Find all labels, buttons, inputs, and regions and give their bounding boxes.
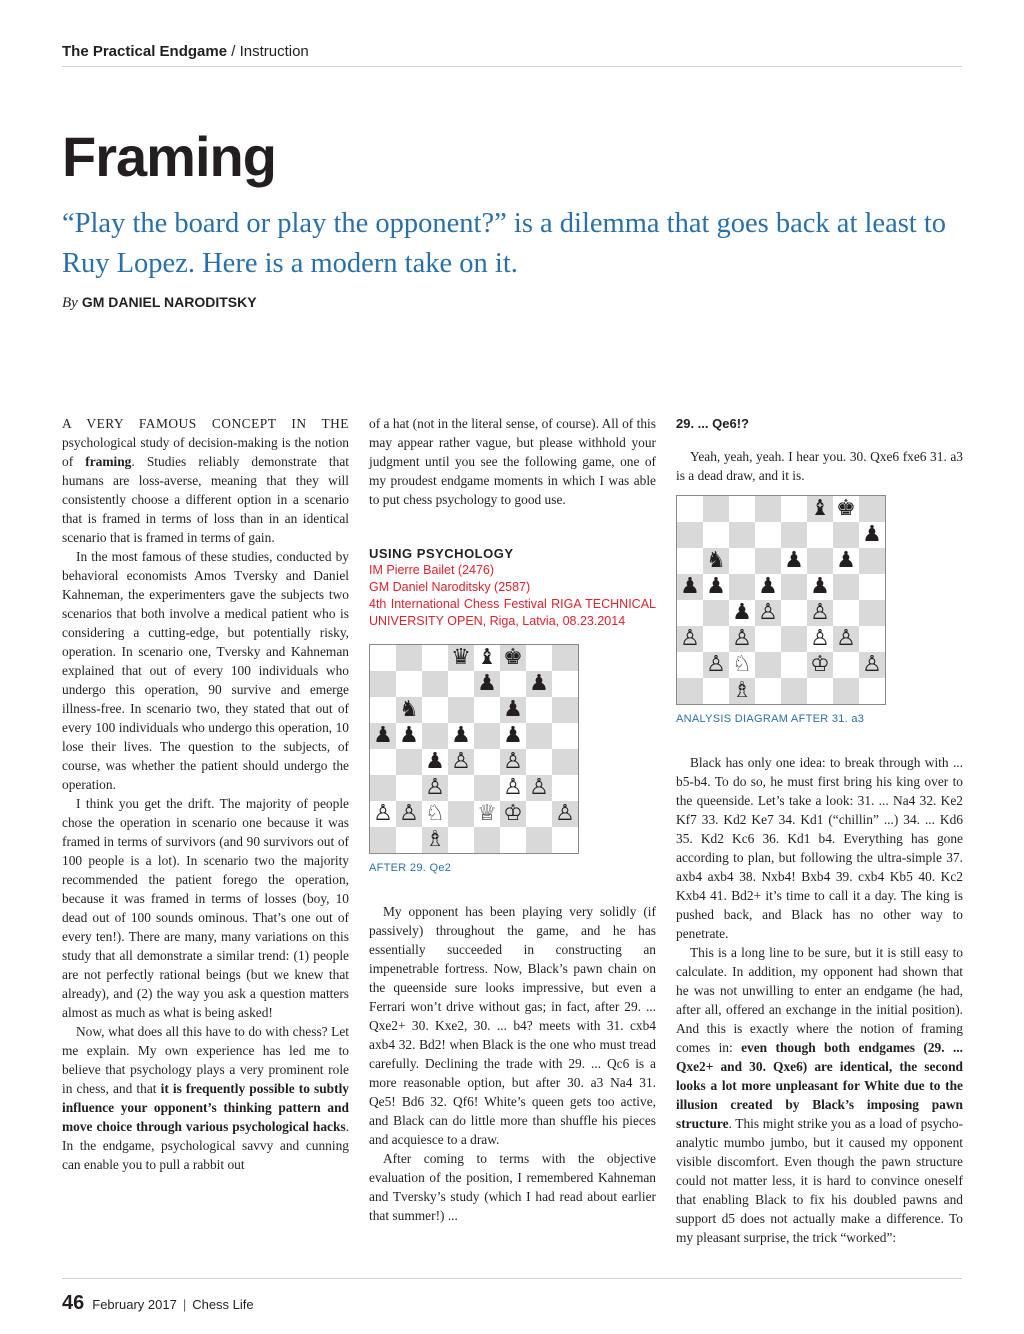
chess-square [729, 522, 755, 548]
chess-square [781, 496, 807, 522]
paragraph: of a hat (not in the literal sense, of course). All of this may appear rather vague, but please withhold your judgment until you see the following game, one of my proudest endgame moments in which I was able to put chess psychology to good use. [369, 416, 656, 507]
chess-square [448, 801, 474, 827]
byline [62, 294, 257, 312]
chess-piece-square: ♚ [833, 496, 859, 522]
header-rule [62, 66, 962, 67]
text-column-3 [676, 414, 963, 1247]
chess-piece-square: ♙ [448, 749, 474, 775]
chess-square [729, 496, 755, 522]
chess-square [526, 697, 552, 723]
chess-square [859, 626, 885, 652]
chess-piece-square: ♙ [500, 775, 526, 801]
chess-square [781, 652, 807, 678]
chess-piece-square: ♟ [500, 697, 526, 723]
chess-square [859, 496, 885, 522]
chess-square [703, 522, 729, 548]
chess-square [370, 671, 396, 697]
chess-piece-square: ♟ [422, 749, 448, 775]
chess-square [781, 678, 807, 704]
page-footer [62, 1292, 254, 1315]
bold-text: framing [85, 454, 132, 469]
chess-piece-square: ♟ [500, 723, 526, 749]
bold-text: even though both endgames (29. ... Qxe2+ and 30. Qxe6) are identical, the second looks a lot more unpleasant for White due to the illusion created by Black’s imposing pawn structure [676, 1040, 963, 1131]
chess-square [526, 645, 552, 671]
paragraph: I think you get the drift. The majority of people chose the operation in scenario one because it was framed in terms of survivors (and 90 survivors out of 100 people is a lot). In scenario two the majority recommended the patient forego the operation, because it was framed in terms of losses (boy, 10 dead out of 100 sounds ominous. That’s one out of every ten!). There are many, many variations on this study that all demonstrate a similar trend: (1) people are not perfectly rational beings (but we knew that already), and (2) the way you ask a question matters almost as much as what is being asked! [62, 796, 349, 1020]
chess-piece-square: ♘ [729, 652, 755, 678]
paragraph [62, 414, 349, 547]
chess-piece-square: ♙ [677, 626, 703, 652]
chess-piece-square: ♙ [807, 600, 833, 626]
chess-piece-square: ♙ [370, 801, 396, 827]
chess-piece-square: ♙ [833, 626, 859, 652]
chess-piece-square: ♝ [807, 496, 833, 522]
chess-piece-square: ♕ [474, 801, 500, 827]
chess-square [677, 522, 703, 548]
chess-piece-square: ♙ [807, 626, 833, 652]
chess-square [526, 723, 552, 749]
chess-square [781, 522, 807, 548]
chess-square [859, 548, 885, 574]
chess-square [677, 652, 703, 678]
chess-square [755, 626, 781, 652]
chess-piece-square: ♙ [703, 652, 729, 678]
page-number: 46 [62, 1292, 85, 1314]
text-run: . In the endgame, psychological savvy and cunning can enable you to pull a rabbit out [62, 1119, 349, 1172]
chess-square [526, 749, 552, 775]
header-subsection: Instruction [239, 43, 309, 60]
game-white-player: IM Pierre Bailet (2476) [369, 563, 495, 577]
chess-piece-square: ♗ [422, 827, 448, 853]
chess-piece-square: ♟ [859, 522, 885, 548]
chess-square [729, 574, 755, 600]
chess-piece-square: ♟ [833, 548, 859, 574]
chess-square [859, 600, 885, 626]
text-run: Now, what does all this have to do with chess? Let me explain. My own experience has led me to believe that psychology plays a very prominent role in chess, and that [62, 1024, 349, 1096]
chess-piece-square: ♙ [552, 801, 578, 827]
chess-square [370, 645, 396, 671]
chess-square [859, 678, 885, 704]
chess-square [448, 697, 474, 723]
chess-piece-square: ♘ [422, 801, 448, 827]
chess-square [677, 496, 703, 522]
diagram-caption-2: ANALYSIS DIAGRAM AFTER 31. a3 [676, 713, 865, 725]
chess-square [833, 678, 859, 704]
byline-author: GM DANIEL NARODITSKY [81, 294, 257, 310]
paragraph: My opponent has been playing very solidly (if passively) throughout the game, and he has essentially succeeded in constructing an impenetrable fortress. Now, Black’s pawn chain on the queenside sure looks impressive, but even a Ferrari won’t drive without gas; in fact, after 29. ... Qxe2+ 30. Kxe2, 30. ... b4? meets with 31. cxb4 axb4 32. Bd2! when Black is the one who must tread carefully. Declining the trade with 29. ... Qc6 is a more reasonable option, but after 30. a3 Na4 31. Qe5! Bd6 32. Qf6! White’s queen gets too active, and Black can do little more than shuffle his pieces and acquiesce to a draw. [369, 904, 656, 1147]
chess-square [703, 626, 729, 652]
chess-piece-square: ♙ [755, 600, 781, 626]
chess-square [755, 652, 781, 678]
chess-diagram-2 [676, 495, 886, 705]
chess-piece-square: ♛ [448, 645, 474, 671]
chess-square [422, 645, 448, 671]
chess-square [396, 827, 422, 853]
chess-piece-square: ♙ [859, 652, 885, 678]
chess-square [474, 775, 500, 801]
chess-piece-square: ♙ [500, 749, 526, 775]
chess-piece-square: ♟ [370, 723, 396, 749]
paragraph: Black has only one idea: to break through with ... b5-b4. To do so, he must first bring his king over to the queenside. Let’s take a look: 31. ... Na4 32. Ke2 Kf7 33. Kd2 Ke7 34. Kd1 (“chillin” ...) 34. ... Kd6 35. Kd2 Kc6 36. Kd1 b4. Everything has gone according to plan, but following the ultra-simple 37. axb4 axb4 38. Nxb4! Bxb4 39. cxb4 Kb5 40. Kc2 Kxb4 41. Bd2+ it’s time to call it a day. The king is pushed back, and Black has no other way to penetrate. [676, 755, 963, 941]
chess-square [500, 827, 526, 853]
bold-text: it is frequently possible to subtly influence your opponent’s thinking pattern and move choice through various psychological hacks [62, 1081, 349, 1134]
chess-square [807, 548, 833, 574]
chess-square [755, 678, 781, 704]
chess-square [422, 671, 448, 697]
chess-square [370, 827, 396, 853]
chess-square [396, 671, 422, 697]
chess-diagram-1 [369, 644, 579, 854]
text-run: . This might strike you as a load of psycho-analytic mumbo jumbo, but it caused my opponent visible discomfort. Even though the pawn structure could not matter less, it is hard to convince oneself that enabling Black to fix his doubled pawns and support d5 does not actually make a difference. To my pleasant surprise, the trick “worked”: [676, 1116, 963, 1245]
chess-square [448, 827, 474, 853]
chess-square [703, 496, 729, 522]
paragraph [62, 1022, 349, 1174]
chess-square [703, 678, 729, 704]
running-header [62, 43, 962, 60]
text-run: psychological study of decision-making is the notion of [62, 435, 349, 469]
chess-square [500, 671, 526, 697]
footer-separator: | [182, 1297, 187, 1312]
diagram-caption-1: AFTER 29. Qe2 [369, 862, 452, 874]
chess-square [552, 723, 578, 749]
chess-square [370, 775, 396, 801]
chess-square [552, 749, 578, 775]
chess-square [781, 600, 807, 626]
chess-square [552, 697, 578, 723]
paragraph: After coming to terms with the objective evaluation of the position, I remembered Kahneman and Tversky’s study (which I had read about earlier that summer!) ... [369, 1151, 656, 1223]
chess-square [833, 600, 859, 626]
header-section: The Practical Endgame [62, 43, 228, 60]
text-run: This is a long line to be sure, but it is still easy to calculate. In addition, my opponent had shown that he was not unwilling to enter an endgame (he had, after all, offered an exchange in the initial position). And this is exactly where the notion of framing comes in: [676, 945, 963, 1055]
chess-square [703, 600, 729, 626]
lead-in-caps: A VERY FAMOUS CONCEPT IN THE [62, 416, 349, 431]
chess-piece-square: ♔ [807, 652, 833, 678]
chess-square [833, 522, 859, 548]
chess-piece-square: ♟ [474, 671, 500, 697]
game-black-player: GM Daniel Naroditsky (2587) [369, 580, 531, 594]
chess-square [474, 749, 500, 775]
chess-square [552, 775, 578, 801]
header-slash: / [227, 43, 240, 60]
chess-square [552, 671, 578, 697]
chess-square [448, 775, 474, 801]
chess-piece-square: ♗ [729, 678, 755, 704]
chess-square [755, 548, 781, 574]
chess-square [859, 574, 885, 600]
chess-square [474, 697, 500, 723]
article-dek: “Play the board or play the opponent?” is a dilemma that goes back at least to Ruy Lopez. Here is a modern take on it. [62, 208, 947, 279]
chess-piece-square: ♟ [677, 574, 703, 600]
chess-square [396, 749, 422, 775]
chess-piece-square: ♟ [729, 600, 755, 626]
chess-square [755, 496, 781, 522]
text-column-1 [62, 414, 349, 1174]
chess-square [422, 697, 448, 723]
chess-piece-square: ♟ [703, 574, 729, 600]
chess-piece-square: ♙ [396, 801, 422, 827]
chess-piece-square: ♟ [807, 574, 833, 600]
issue-date: February 2017 [92, 1297, 177, 1312]
chess-square [833, 574, 859, 600]
text-column-2 [369, 414, 656, 1225]
chess-piece-square: ♚ [500, 645, 526, 671]
magazine-name: Chess Life [192, 1297, 254, 1312]
chess-square [526, 801, 552, 827]
section-heading: USING PSYCHOLOGY [369, 546, 514, 561]
chess-square [422, 723, 448, 749]
chess-square [807, 522, 833, 548]
chess-square [552, 827, 578, 853]
footer-rule [62, 1278, 962, 1279]
chess-square [448, 671, 474, 697]
chess-square [781, 574, 807, 600]
byline-by: By [62, 295, 78, 311]
chess-square [833, 652, 859, 678]
game-event: 4th International Chess Festival RIGA TECHNICAL UNIVERSITY OPEN, Riga, Latvia, 08.23.2014 [369, 597, 656, 628]
chess-piece-square: ♔ [500, 801, 526, 827]
move-heading: 29. ... Qe6!? [676, 416, 749, 431]
chess-piece-square: ♝ [474, 645, 500, 671]
text-run: . Studies reliably demonstrate that humans are loss-averse, meaning that they will consistently choose a different option in a scenario that is framed in terms of loss than in an identical scenario that is framed in terms of gain. [62, 454, 349, 545]
chess-square [474, 723, 500, 749]
chess-piece-square: ♟ [526, 671, 552, 697]
chess-square [677, 600, 703, 626]
chess-square [677, 548, 703, 574]
paragraph [676, 943, 963, 1247]
chess-square [526, 827, 552, 853]
chess-square [396, 775, 422, 801]
chess-piece-square: ♟ [448, 723, 474, 749]
chess-piece-square: ♙ [422, 775, 448, 801]
chess-square [729, 548, 755, 574]
chess-piece-square: ♙ [526, 775, 552, 801]
paragraph: In the most famous of these studies, conducted by behavioral economists Amos Tversky and Daniel Kahneman, the experimenters gave the subjects two scenarios that both involve a medical patient who is considering a cutting-edge, but potentially risky, operation. In scenario one, Tversky and Kahneman explained that out of every 100 individuals who undergo this operation, 90 survive and emerge illness-free. In scenario two, they stated that out of every 100 individuals who undergo this operation, 10 lose their lives. The question to the subjects, of course, was whether the patient should undergo the operation. [62, 549, 349, 792]
chess-square [474, 827, 500, 853]
paragraph: Yeah, yeah, yeah. I hear you. 30. Qxe6 fxe6 31. a3 is a dead draw, and it is. [676, 449, 963, 483]
chess-square [781, 626, 807, 652]
chess-square [552, 645, 578, 671]
chess-square [807, 678, 833, 704]
chess-piece-square: ♟ [781, 548, 807, 574]
chess-piece-square: ♟ [755, 574, 781, 600]
chess-square [370, 697, 396, 723]
chess-square [755, 522, 781, 548]
chess-piece-square: ♞ [396, 697, 422, 723]
chess-square [677, 678, 703, 704]
article-title: Framing [62, 125, 276, 188]
chess-piece-square: ♙ [729, 626, 755, 652]
chess-square [370, 749, 396, 775]
chess-piece-square: ♞ [703, 548, 729, 574]
chess-square [396, 645, 422, 671]
chess-piece-square: ♟ [396, 723, 422, 749]
